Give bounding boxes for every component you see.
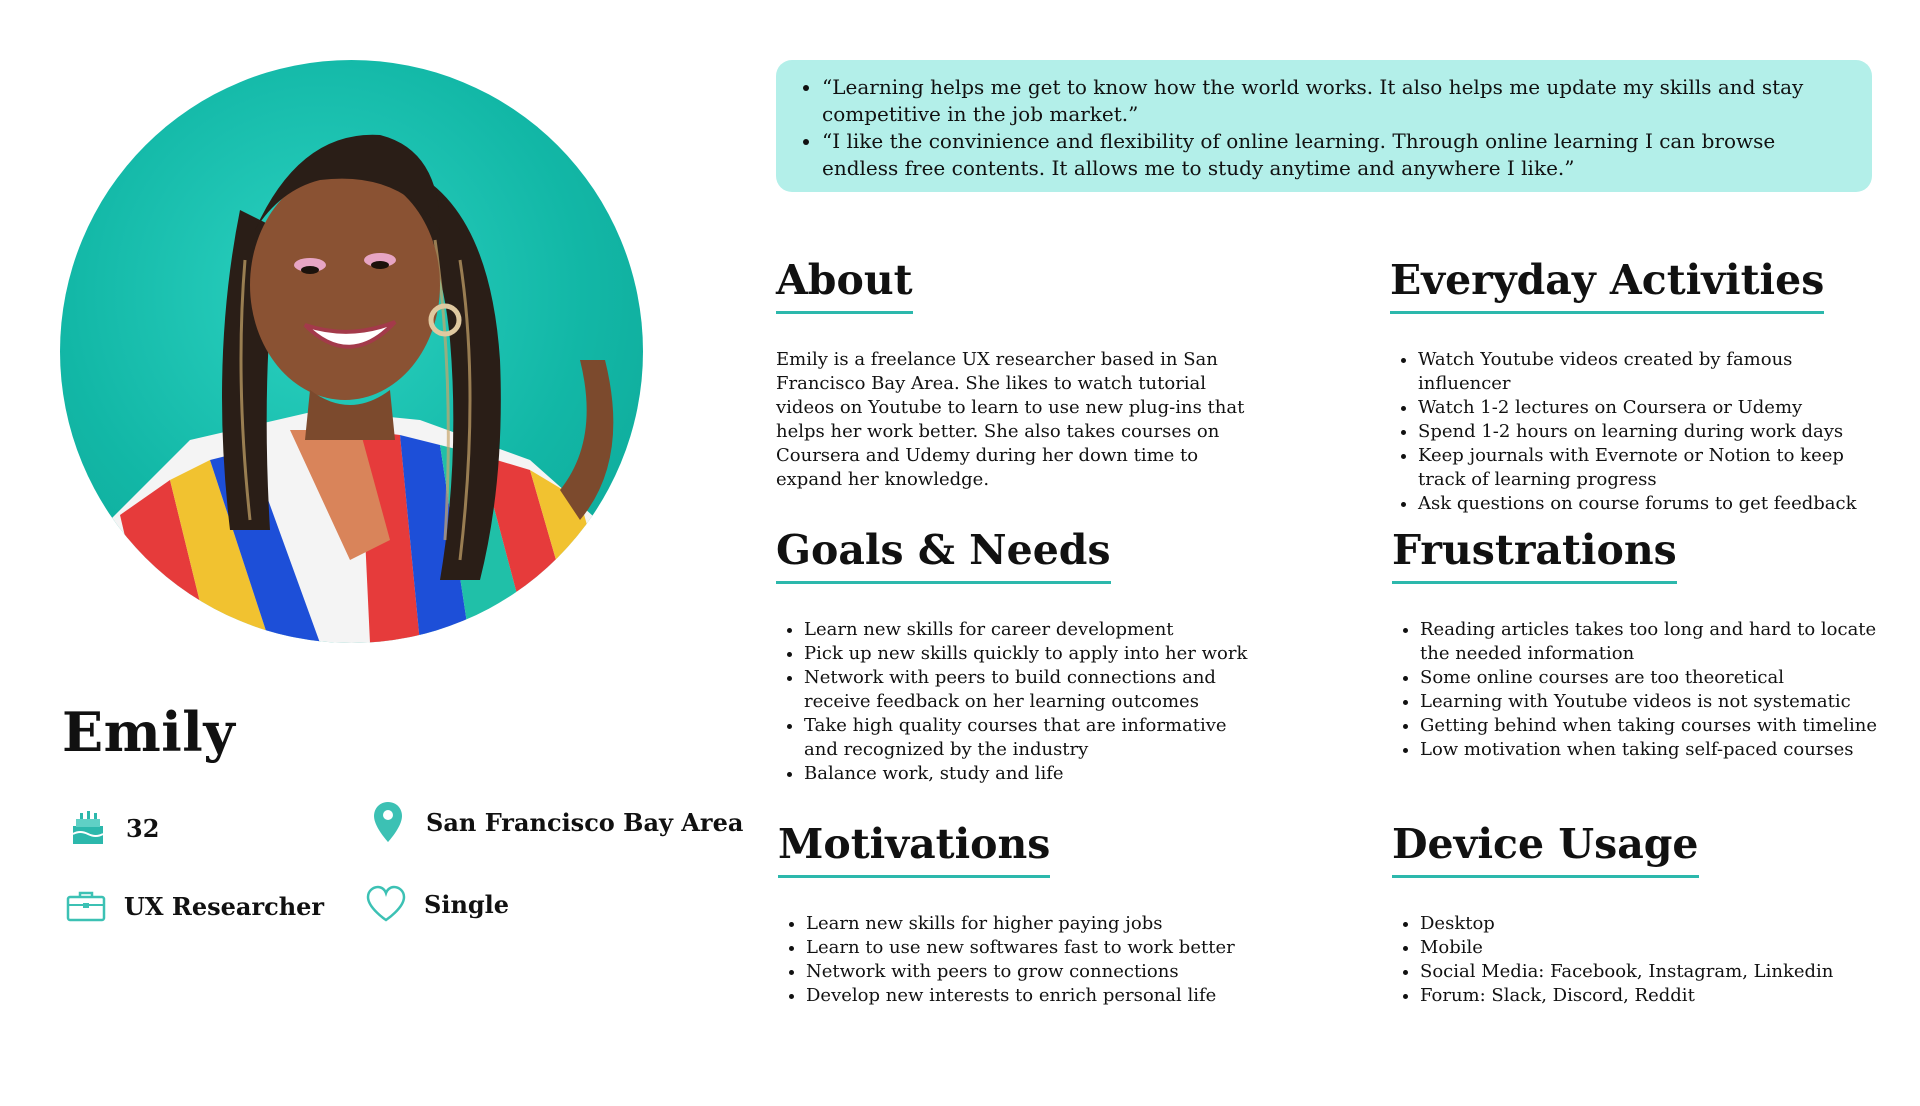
quote-box xyxy=(776,60,1872,192)
list-item: • Watch Youtube videos created by famous influencer xyxy=(1418,348,1880,396)
frustrations-section xyxy=(1392,528,1882,762)
status-value: Single xyxy=(424,889,510,919)
persona-photo xyxy=(60,60,643,643)
location-value: San Francisco Bay Area xyxy=(426,807,744,837)
age-value: 32 xyxy=(126,813,160,843)
status-attribute xyxy=(364,882,509,926)
briefcase-icon xyxy=(64,884,108,928)
list-item: • Balance work, study and life xyxy=(804,762,1266,786)
occupation-value: UX Researcher xyxy=(124,891,325,921)
heart-icon xyxy=(364,882,408,926)
device-usage-heading: Device Usage xyxy=(1392,822,1699,878)
frustrations-heading: Frustrations xyxy=(1392,528,1677,584)
motivations-list xyxy=(778,912,1268,1008)
list-item: • Pick up new skills quickly to apply into her work xyxy=(804,642,1266,666)
device-usage-section xyxy=(1392,822,1882,1008)
list-item: • Network with peers to grow connections xyxy=(806,960,1268,984)
list-item: • Learn new skills for higher paying jobs xyxy=(806,912,1268,936)
list-item: • Learning with Youtube videos is not systematic xyxy=(1420,690,1882,714)
everyday-activities-list xyxy=(1390,348,1880,516)
list-item: • Keep journals with Evernote or Notion to keep track of learning progress xyxy=(1418,444,1880,492)
list-item: • Some online courses are too theoretical xyxy=(1420,666,1882,690)
persona-illustration xyxy=(60,60,643,643)
goals-needs-list xyxy=(776,618,1266,786)
list-item: • Desktop xyxy=(1420,912,1882,936)
quote-item: • “Learning helps me get to know how the world works. It also helps me update my skills and stay competitive in the job market.” xyxy=(822,74,1854,128)
about-section xyxy=(776,258,1266,492)
goals-needs-heading: Goals & Needs xyxy=(776,528,1111,584)
map-pin-icon xyxy=(366,800,410,844)
persona-name: Emily xyxy=(62,700,236,764)
list-item: • Develop new interests to enrich personal life xyxy=(806,984,1268,1008)
occupation-attribute xyxy=(64,884,324,928)
list-item: • Network with peers to build connections and receive feedback on her learning outcomes xyxy=(804,666,1266,714)
list-item: • Take high quality courses that are informative and recognized by the industry xyxy=(804,714,1266,762)
list-item: • Watch 1-2 lectures on Coursera or Udemy xyxy=(1418,396,1880,420)
motivations-section xyxy=(778,822,1268,1008)
device-usage-list xyxy=(1392,912,1882,1008)
everyday-activities-section xyxy=(1390,258,1880,516)
quote-item: • “I like the convinience and flexibility of online learning. Through online learning I can browse endless free contents. It allows me to study anytime and anywhere I like.” xyxy=(822,128,1854,182)
about-heading: About xyxy=(776,258,913,314)
goals-needs-section xyxy=(776,528,1266,786)
frustrations-list xyxy=(1392,618,1882,762)
list-item: • Ask questions on course forums to get feedback xyxy=(1418,492,1880,516)
cake-icon xyxy=(66,806,110,850)
list-item: • Social Media: Facebook, Instagram, Linkedin xyxy=(1420,960,1882,984)
list-item: • Mobile xyxy=(1420,936,1882,960)
location-attribute xyxy=(366,800,743,844)
about-text: Emily is a freelance UX researcher based in San Francisco Bay Area. She likes to watch tutorial videos on Youtube to learn to use new plug-ins that helps her work better. She also takes courses on Coursera and Udemy during her down time to expand her knowledge. xyxy=(776,349,1245,491)
quote-list xyxy=(800,74,1854,182)
age-attribute xyxy=(66,806,159,850)
list-item: • Spend 1-2 hours on learning during work days xyxy=(1418,420,1880,444)
list-item: • Forum: Slack, Discord, Reddit xyxy=(1420,984,1882,1008)
list-item: • Reading articles takes too long and hard to locate the needed information xyxy=(1420,618,1882,666)
everyday-activities-heading: Everyday Activities xyxy=(1390,258,1824,314)
list-item: • Low motivation when taking self-paced courses xyxy=(1420,738,1882,762)
motivations-heading: Motivations xyxy=(778,822,1050,878)
list-item: • Getting behind when taking courses with timeline xyxy=(1420,714,1882,738)
list-item: • Learn to use new softwares fast to work better xyxy=(806,936,1268,960)
list-item: • Learn new skills for career development xyxy=(804,618,1266,642)
